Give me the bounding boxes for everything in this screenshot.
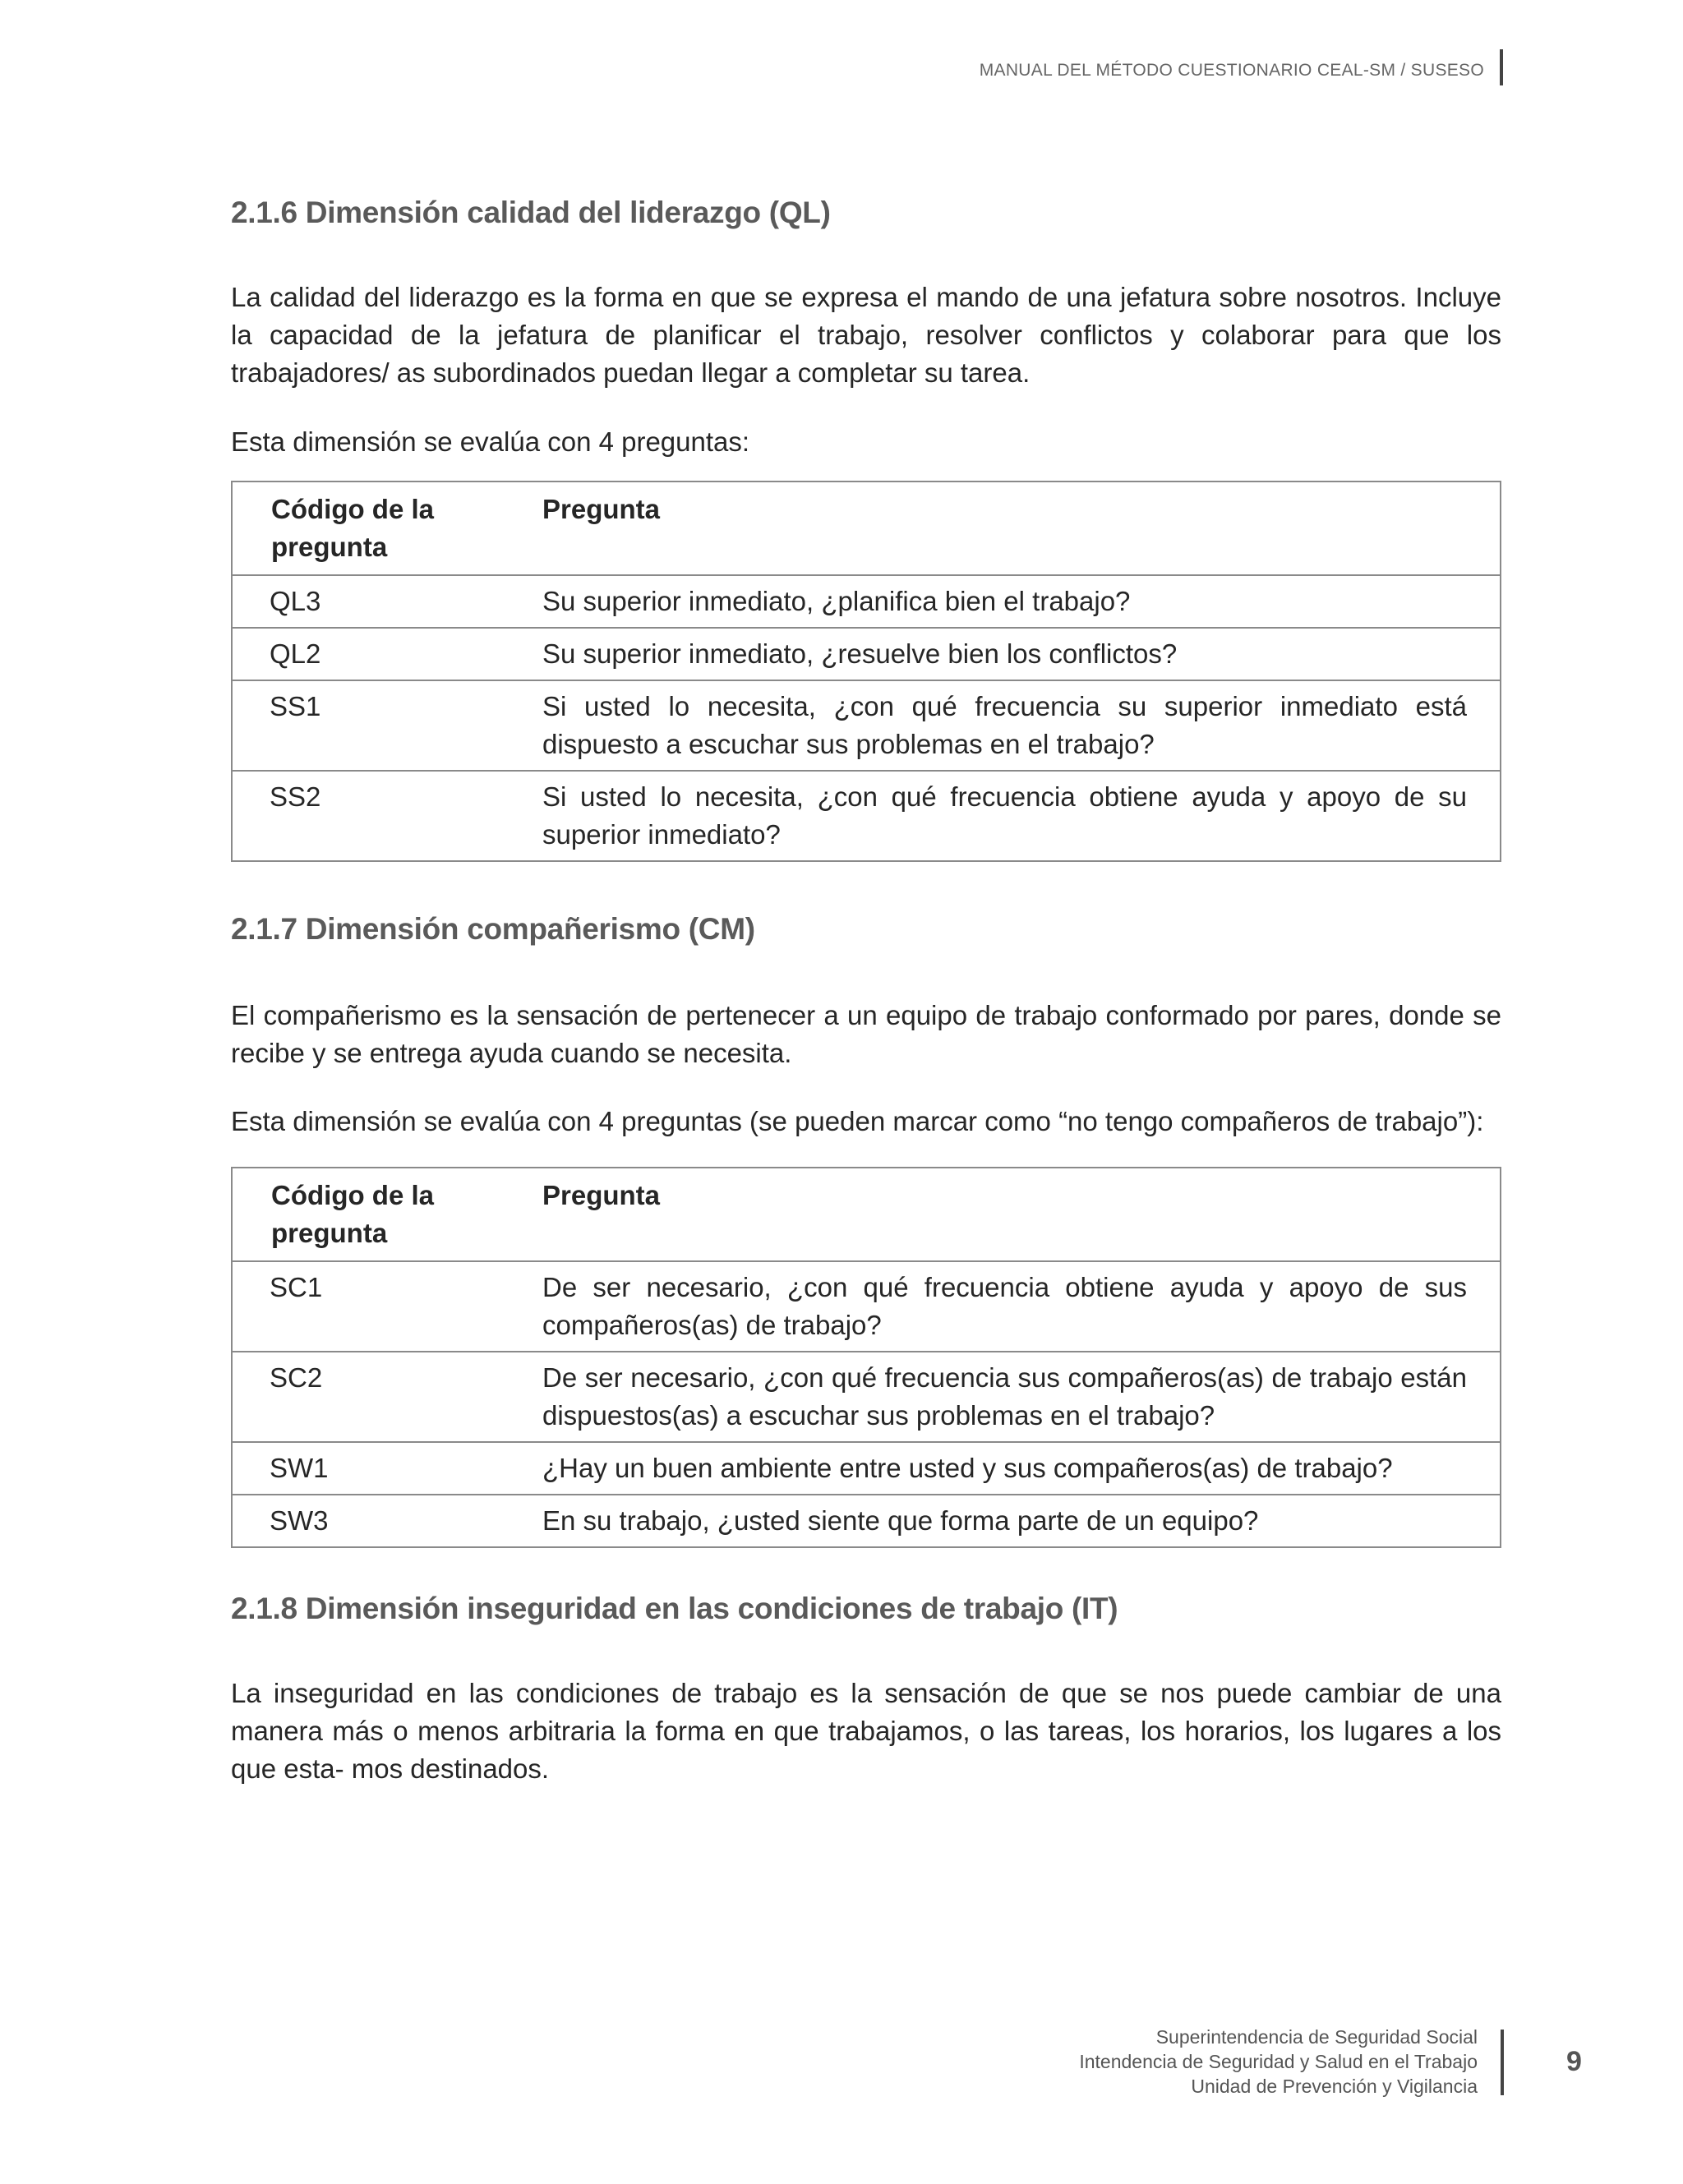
question-text: Si usted lo necesita, ¿con qué frecuencia su superior inmediato está dispuesto a escuchar sus problemas en el trabajo?: [542, 680, 1501, 771]
question-text: De ser necesario, ¿con qué frecuencia obtiene ayuda y apoyo de sus compañeros(as) de trabajo?: [542, 1261, 1501, 1352]
question-code: SC1: [232, 1261, 542, 1352]
question-code: SS2: [232, 771, 542, 861]
question-text: Su superior inmediato, ¿planifica bien el trabajo?: [542, 575, 1501, 628]
column-header-code: Código de la pregunta: [232, 1168, 542, 1261]
table-row: [232, 1352, 1501, 1442]
question-code: SW3: [232, 1495, 542, 1547]
table-row: [232, 1261, 1501, 1352]
question-text: Si usted lo necesita, ¿con qué frecuencia obtiene ayuda y apoyo de su superior inmediato?: [542, 771, 1501, 861]
question-code: QL2: [232, 628, 542, 680]
question-table-ql: [231, 481, 1501, 862]
question-text: ¿Hay un buen ambiente entre usted y sus compañeros(as) de trabajo?: [542, 1442, 1501, 1495]
section-heading-ql: 2.1.6 Dimensión calidad del liderazgo (QL): [231, 196, 831, 229]
footer-line: Superintendencia de Seguridad Social: [1155, 2026, 1478, 2048]
question-text: De ser necesario, ¿con qué frecuencia sus compañeros(as) de trabajo están dispuestos(as) a escuchar sus problemas en el trabajo?: [542, 1352, 1501, 1442]
table-header-row: [232, 1168, 1501, 1261]
footer-institution: [1079, 2025, 1478, 2099]
section-paragraph-ql: La calidad del liderazgo es la forma en que se expresa el mando de una jefatura sobre nosotros. Incluye la capacidad de la jefatura de planificar el trabajo, resolver conflictos y colaborar para que los trabajadores/ as subordinados puedan llegar a completar su tarea.: [231, 282, 1501, 388]
table-row: [232, 575, 1501, 628]
table-row: [232, 1495, 1501, 1547]
table-row: [232, 680, 1501, 771]
column-header-code: Código de la pregunta: [232, 481, 542, 575]
question-code: SS1: [232, 680, 542, 771]
footer-divider: [1501, 2030, 1504, 2095]
page-number: 9: [1566, 2046, 1582, 2077]
section-intro-cm: Esta dimensión se evalúa con 4 preguntas (se pueden marcar como “no tengo compañeros de trabajo”):: [231, 1106, 1484, 1136]
header-divider: [1500, 49, 1503, 85]
footer-line: Unidad de Prevención y Vigilancia: [1191, 2076, 1478, 2097]
section-paragraph-it: La inseguridad en las condiciones de trabajo es la sensación de que se nos puede cambiar de una manera más o menos arbitraria la forma en que trabajamos, o las tareas, los horarios, los lugares a los que esta- mos destinados.: [231, 1678, 1501, 1784]
column-header-question: Pregunta: [542, 1168, 1501, 1261]
question-table-cm: [231, 1167, 1501, 1548]
table-row: [232, 1442, 1501, 1495]
question-code: SW1: [232, 1442, 542, 1495]
question-text: Su superior inmediato, ¿resuelve bien los conflictos?: [542, 628, 1501, 680]
section-heading-it: 2.1.8 Dimensión inseguridad en las condiciones de trabajo (IT): [231, 1592, 1118, 1625]
question-text: En su trabajo, ¿usted siente que forma parte de un equipo?: [542, 1495, 1501, 1547]
section-heading-cm: 2.1.7 Dimensión compañerismo (CM): [231, 912, 755, 946]
question-code: QL3: [232, 575, 542, 628]
table-header-row: [232, 481, 1501, 575]
question-code: SC2: [232, 1352, 542, 1442]
column-header-question: Pregunta: [542, 481, 1501, 575]
table-row: [232, 771, 1501, 861]
table-row: [232, 628, 1501, 680]
footer-line: Intendencia de Seguridad y Salud en el Trabajo: [1079, 2051, 1478, 2072]
running-header: MANUAL DEL MÉTODO CUESTIONARIO CEAL-SM / SUSESO: [979, 61, 1484, 80]
section-paragraph-cm: El compañerismo es la sensación de pertenecer a un equipo de trabajo conformado por pares, donde se recibe y se entrega ayuda cuando se necesita.: [231, 1000, 1501, 1068]
section-intro-ql: Esta dimensión se evalúa con 4 preguntas:: [231, 426, 750, 457]
